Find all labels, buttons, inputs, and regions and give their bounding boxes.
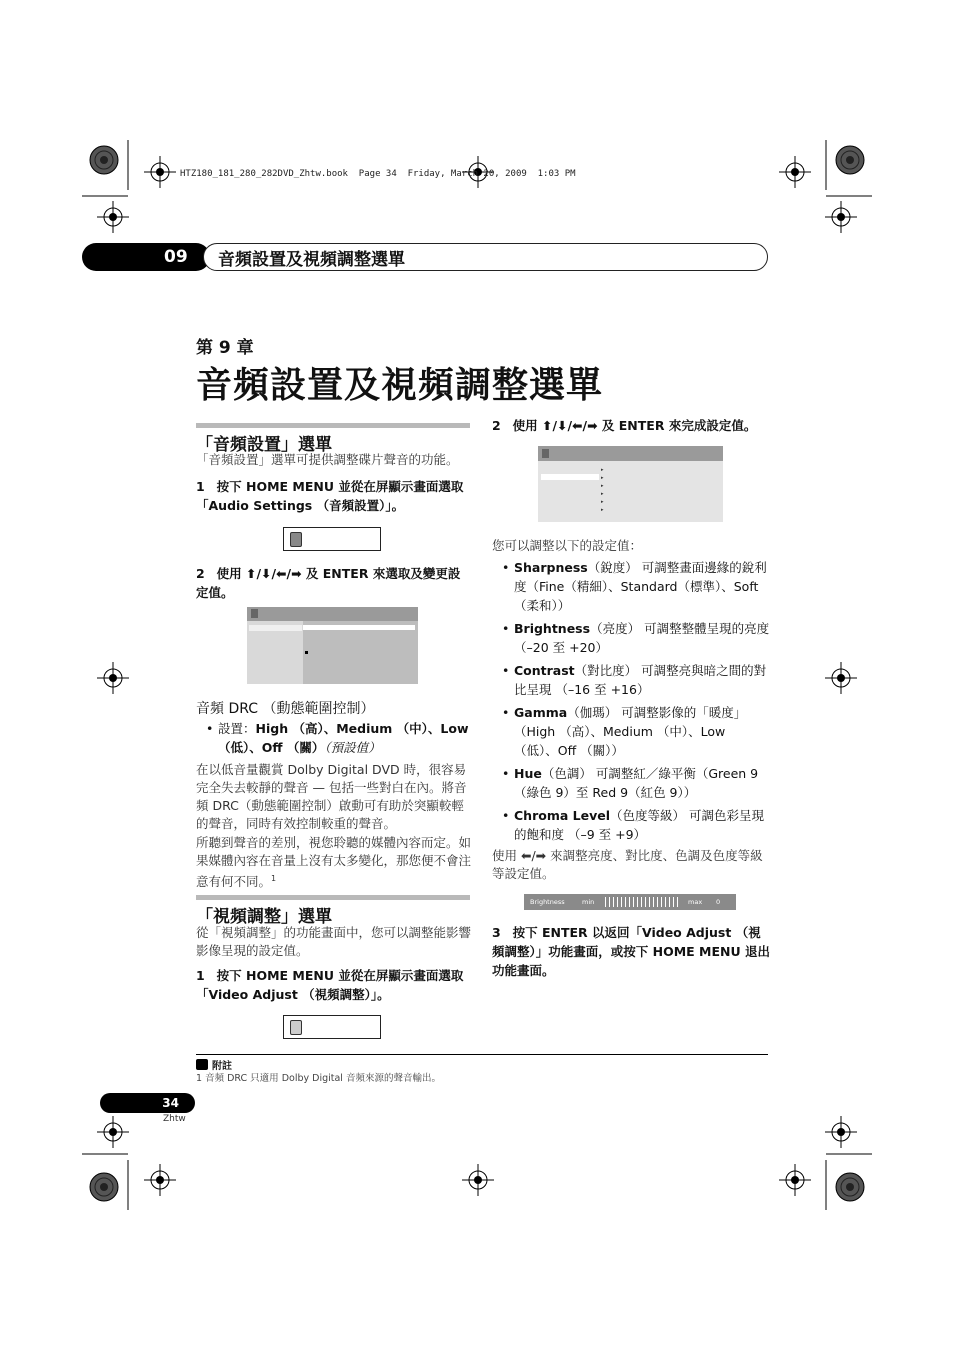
- setting-desc: 可調整影像的「暖度」（High （高）、Medium （中）、Low （低）、Off （關））: [514, 705, 747, 758]
- drc-paragraph-1: 在以低音量觀賞 Dolby Digital DVD 時，很容易完全失去較靜的聲音 — 包括一些對白在內。將音頻 DRC（動態範圍控制）啟動可有助於突顯較輕的聲音，同時有效控制較重的聲音。: [196, 762, 467, 831]
- header-title: 音頻設置及視頻調整選單: [203, 243, 768, 271]
- chapter-title: 音頻設置及視頻調整選單: [196, 365, 604, 406]
- setting-desc: 可調整整體呈現的亮度 （–20 至 +20）: [514, 621, 770, 655]
- setting-hue: • Hue（色調） 可調整紅／綠平衡（Green 9（綠色 9）至 Red 9（紅色 9））: [492, 764, 770, 802]
- step-text: 按下 HOME MENU 並從在屏顯示畫面選取「Audio Settings （音頻設置）」。: [196, 479, 464, 513]
- setting-brightness: • Brightness（亮度） 可調整整體呈現的亮度 （–20 至 +20）: [492, 619, 770, 657]
- setting-name: Chroma Level: [514, 808, 610, 823]
- slider-min-label: min: [582, 898, 595, 906]
- screen-header: [538, 446, 723, 461]
- drc-default: （預設值）: [324, 740, 381, 755]
- setting-desc: 可調整亮與暗之間的對比呈現 （–16 至 +16）: [514, 663, 767, 697]
- setting-name: Hue: [514, 766, 542, 781]
- step-number: 3: [492, 925, 501, 940]
- video-menu-screen: ▸ ▸ ▸ ▸ ▸ ▸: [538, 446, 723, 522]
- slider-label: Brightness: [530, 898, 565, 906]
- audio-section-heading: 「音頻設置」選單: [196, 435, 332, 455]
- drc-setting: • 設置：High （高）、Medium （中）、Low （低）、Off （關）（預設值）: [206, 721, 469, 755]
- can-adjust-text: 您可以調整以下的設定值：: [492, 538, 643, 553]
- audio-step-1: [196, 477, 472, 515]
- step-number: 1: [196, 479, 205, 494]
- footnote-ref: 1: [271, 874, 277, 883]
- step-text: 使用 ⬆/⬇/⬅/➡ 及 ENTER 來選取及變更設定值。: [196, 566, 461, 600]
- slider-track: [605, 897, 681, 907]
- setting-name: Gamma: [514, 705, 568, 720]
- note-rule: [196, 1054, 768, 1055]
- slider-max-label: max: [688, 898, 703, 906]
- chapter-number: 09: [164, 247, 188, 267]
- step-text: 使用 ⬆/⬇/⬅/➡ 及 ENTER 來完成設定值。: [512, 418, 757, 433]
- disc-icon: [251, 609, 258, 618]
- audio-intro: 「音頻設置」選單可提供調整碟片聲音的功能。: [196, 452, 459, 467]
- use-arrows-text: 使用 ⬅/➡ 來調整亮度、對比度、色調及色度等級等設定值。: [492, 848, 763, 881]
- step-number: 2: [492, 418, 501, 433]
- page-number: 34: [162, 1096, 179, 1110]
- drc-heading: 音頻 DRC （動態範圍控制）: [196, 701, 375, 717]
- setting-sharpness: • Sharpness（銳度） 可調整畫面邊緣的銳利度（Fine（精細）、Standard（標準）、Soft （柔和））: [492, 558, 770, 615]
- setting-desc: 可調整紅／綠平衡（Green 9（綠色 9）至 Red 9（紅色 9））: [514, 766, 759, 800]
- setting-gamma: • Gamma（伽瑪） 可調整影像的「暖度」（High （高）、Medium （中）、Low （低）、Off （關））: [492, 703, 770, 760]
- disc-icon: [290, 1020, 302, 1035]
- disc-icon: [290, 532, 302, 547]
- video-step-2: [492, 416, 770, 435]
- drc-setting-label: 設置：: [218, 721, 256, 736]
- video-step-3: [492, 923, 770, 980]
- step-number: 1: [196, 968, 205, 983]
- screen-header: [247, 607, 418, 621]
- setting-desc: 可調色彩呈現的飽和度 （–9 至 +9）: [514, 808, 765, 842]
- note-text: 1 音頻 DRC 只適用 Dolby Digital 音頻來源的聲音輸出。: [196, 1073, 441, 1084]
- video-step-1: [196, 966, 472, 1004]
- chapter-label: 第 9 章: [196, 338, 254, 358]
- audio-step-2: [196, 564, 472, 602]
- drc-setting-values: High （高）、Medium （中）、Low （低）、Off （關）: [218, 721, 469, 755]
- step-text: 按下 ENTER 以返回「Video Adjust （視頻調整）」功能畫面，或按下 HOME MENU 退出功能畫面。: [492, 925, 770, 978]
- slider-value: 0: [716, 898, 721, 906]
- audio-menu-screen: [247, 607, 418, 684]
- disc-icon: [542, 449, 549, 458]
- chapter-number-badge: [82, 243, 210, 271]
- note-label: 附註: [212, 1061, 232, 1072]
- para2-text: 所聽到聲音的差別，視您聆聽的媒體內容而定。如果媒體內容在音量上沒有太多變化，那您便不會注意有何不同。: [196, 835, 472, 890]
- setting-name: Sharpness: [514, 560, 588, 575]
- video-settings-list: [492, 558, 770, 848]
- print-header: HTZ180_181_280_282DVD_Zhtw.book Page 34 Friday, March 20, 2009 1:03 PM: [180, 169, 576, 179]
- note-icon: [196, 1059, 208, 1070]
- section-rule: [196, 423, 470, 428]
- section-rule: [196, 895, 470, 900]
- step-number: 2: [196, 566, 205, 581]
- step-text: 按下 HOME MENU 並從在屏顯示畫面選取「Video Adjust （視頻調整）」。: [196, 968, 464, 1002]
- setting-name: Contrast: [514, 663, 575, 678]
- setting-contrast: • Contrast（對比度） 可調整亮與暗之間的對比呈現 （–16 至 +16）: [492, 661, 770, 699]
- setting-name: Brightness: [514, 621, 591, 636]
- video-section-heading: 「視頻調整」選單: [196, 907, 332, 927]
- setting-chroma-level: • Chroma Level（色度等級） 可調色彩呈現的飽和度 （–9 至 +9）: [492, 806, 770, 844]
- drc-paragraph-2: [196, 834, 472, 891]
- video-intro: 從「視頻調整」的功能畫面中，您可以調整能影響影像呈現的設定值。: [196, 925, 472, 958]
- setting-desc: 可調整畫面邊緣的銳利度（Fine（精細）、Standard（標準）、Soft （柔和））: [514, 560, 767, 613]
- brightness-slider-screen: [524, 894, 736, 910]
- audio-settings-screen: [283, 527, 381, 551]
- video-adjust-screen: [283, 1015, 381, 1039]
- page-number-badge: [100, 1093, 195, 1113]
- footer-lang: Zhtw: [163, 1114, 186, 1124]
